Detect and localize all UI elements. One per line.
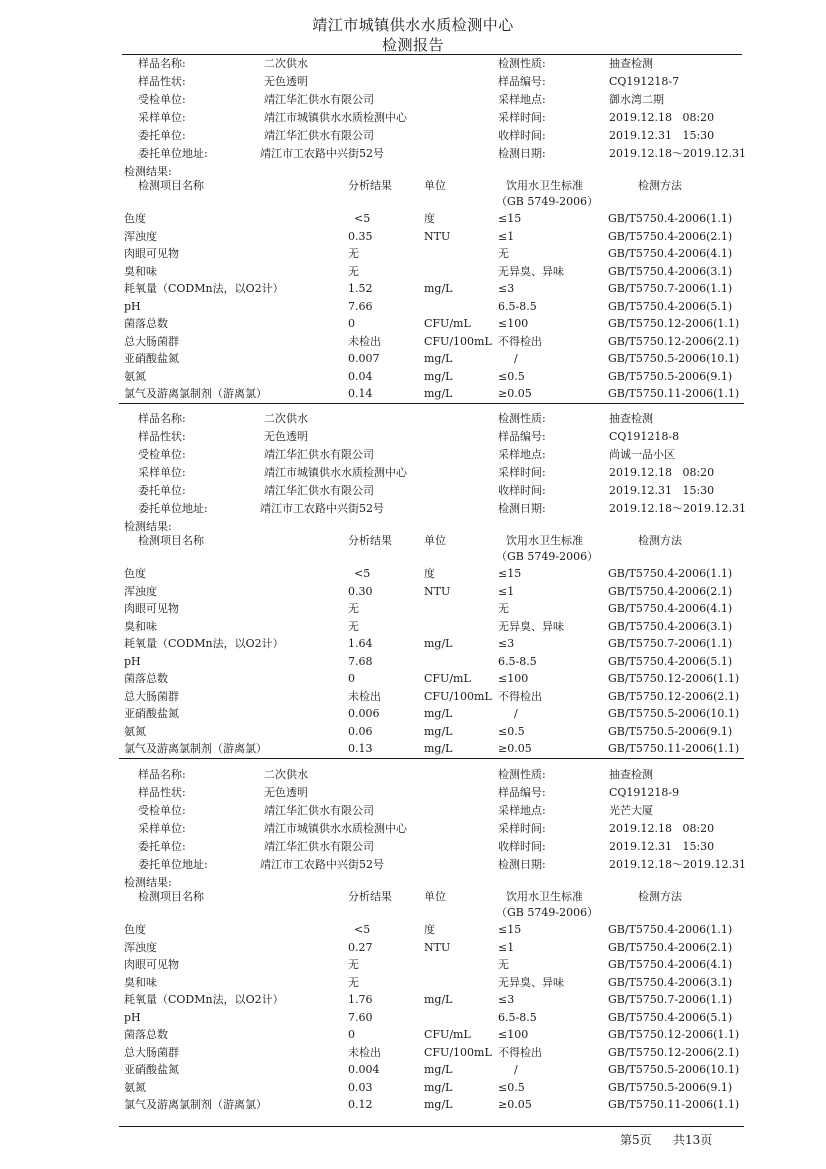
row-item: 氨氮 bbox=[124, 724, 146, 738]
row-standard: ≤1 bbox=[498, 940, 515, 954]
row-unit: CFU/100mL bbox=[424, 334, 492, 348]
row-unit: 度 bbox=[424, 923, 435, 936]
row-standard: 无异臭、异味 bbox=[498, 975, 564, 989]
row-unit: mg/L bbox=[424, 369, 453, 383]
col-header-unit: 单位 bbox=[424, 179, 446, 192]
bottom-rule bbox=[119, 1126, 744, 1127]
sample-name-value: 二次供水 bbox=[264, 57, 308, 70]
row-standard: ≥0.05 bbox=[498, 742, 532, 755]
row-method: GB/T5750.5-2006(9.1) bbox=[608, 724, 733, 738]
label-test-results: 检测结果: bbox=[124, 876, 172, 889]
label-sample-state: 样品性状: bbox=[138, 430, 186, 443]
row-value: 0.13 bbox=[348, 742, 373, 755]
label-inspected-unit: 受检单位: bbox=[138, 448, 186, 461]
row-unit: mg/L bbox=[424, 352, 453, 365]
row-unit: mg/L bbox=[424, 1063, 453, 1076]
row-item: 臭和味 bbox=[124, 975, 157, 989]
test-nature-value: 抽查检测 bbox=[609, 57, 653, 70]
page-number: 第5页 bbox=[620, 1133, 652, 1147]
row-method: GB/T5750.4-2006(5.1) bbox=[608, 299, 733, 313]
page-total: 共13页 bbox=[673, 1133, 713, 1147]
row-value: <5 bbox=[354, 212, 371, 225]
row-value: 0.03 bbox=[348, 1080, 373, 1094]
col-header-method: 检测方法 bbox=[638, 179, 682, 192]
row-value: 0.35 bbox=[348, 229, 373, 243]
label-sampling-location: 采样地点: bbox=[498, 804, 546, 817]
receive-time-value: 2019.12.31 15:30 bbox=[609, 840, 715, 853]
label-sampling-location: 采样地点: bbox=[498, 93, 546, 106]
row-item: 浑浊度 bbox=[124, 229, 157, 243]
row-standard: ≤3 bbox=[498, 282, 515, 295]
row-item: 菌落总数 bbox=[124, 317, 168, 330]
sampling-time-value: 2019.12.18 08:20 bbox=[609, 111, 715, 124]
row-item: 肉眼可见物 bbox=[124, 247, 179, 260]
label-receive-time: 收样时间: bbox=[498, 840, 546, 853]
row-standard: / bbox=[514, 707, 518, 720]
sampling-location-value: 御水湾二期 bbox=[609, 93, 664, 106]
col-header-standard: 饮用水卫生标准 bbox=[506, 534, 583, 547]
row-item: 耗氧量（CODMn法，以O2计） bbox=[124, 637, 284, 650]
client-address-value: 靖江市工农路中兴街52号 bbox=[260, 858, 384, 871]
inspected-unit-value: 靖江华汇供水有限公司 bbox=[264, 448, 374, 461]
sample-number-value: CQ191218-8 bbox=[609, 430, 680, 443]
row-unit: mg/L bbox=[424, 993, 453, 1006]
receive-time-value: 2019.12.31 15:30 bbox=[609, 484, 715, 497]
row-item: 氯气及游离氯制剂（游离氯） bbox=[124, 387, 267, 400]
row-method: GB/T5750.12-2006(1.1) bbox=[608, 317, 740, 330]
row-item: 臭和味 bbox=[124, 264, 157, 278]
row-item: pH bbox=[124, 299, 141, 313]
row-value: 未检出 bbox=[348, 689, 381, 703]
row-item: 氯气及游离氯制剂（游离氯） bbox=[124, 742, 267, 755]
row-value: 无 bbox=[348, 975, 359, 989]
label-sample-state: 样品性状: bbox=[138, 75, 186, 88]
row-method: GB/T5750.4-2006(4.1) bbox=[608, 602, 733, 615]
row-standard: 无异臭、异味 bbox=[498, 619, 564, 633]
row-item: pH bbox=[124, 654, 141, 668]
row-standard: / bbox=[514, 352, 518, 365]
sample-section bbox=[0, 55, 826, 407]
col-header-value: 分析结果 bbox=[348, 890, 392, 903]
sample-section bbox=[0, 766, 826, 1118]
label-client-unit: 委托单位: bbox=[138, 840, 186, 853]
sampling-unit-value: 靖江市城镇供水水质检测中心 bbox=[264, 822, 407, 835]
row-standard: 不得检出 bbox=[498, 1045, 542, 1059]
row-standard: 无 bbox=[498, 247, 509, 260]
row-item: pH bbox=[124, 1010, 141, 1024]
row-standard: ≤0.5 bbox=[498, 369, 525, 383]
row-method: GB/T5750.4-2006(4.1) bbox=[608, 958, 733, 971]
row-standard: ≥0.05 bbox=[498, 387, 532, 400]
client-address-value: 靖江市工农路中兴街52号 bbox=[260, 502, 384, 515]
sample-name-value: 二次供水 bbox=[264, 768, 308, 781]
sample-state-value: 无色透明 bbox=[264, 75, 308, 88]
row-unit: CFU/100mL bbox=[424, 1045, 492, 1059]
row-standard: 6.5-8.5 bbox=[498, 1010, 537, 1024]
row-item: 色度 bbox=[124, 923, 146, 936]
row-item: 色度 bbox=[124, 212, 146, 225]
row-method: GB/T5750.12-2006(1.1) bbox=[608, 672, 740, 685]
row-value: 1.64 bbox=[348, 637, 373, 650]
client-unit-value: 靖江华汇供水有限公司 bbox=[264, 484, 374, 497]
report-title: 检测报告 bbox=[381, 36, 444, 54]
label-client-address: 委托单位地址: bbox=[138, 147, 208, 160]
sample-number-value: CQ191218-9 bbox=[609, 786, 680, 799]
row-standard: 无 bbox=[498, 602, 509, 615]
label-sampling-time: 采样时间: bbox=[498, 822, 546, 835]
row-item: 臭和味 bbox=[124, 619, 157, 633]
row-unit: mg/L bbox=[424, 707, 453, 720]
row-value: 无 bbox=[348, 958, 359, 971]
row-item: 菌落总数 bbox=[124, 1028, 168, 1041]
row-method: GB/T5750.4-2006(3.1) bbox=[608, 975, 733, 989]
row-value: 0 bbox=[348, 1028, 355, 1041]
row-standard: ≤100 bbox=[498, 672, 529, 685]
label-sampling-time: 采样时间: bbox=[498, 111, 546, 124]
row-value: 7.66 bbox=[348, 299, 373, 313]
row-method: GB/T5750.4-2006(5.1) bbox=[608, 1010, 733, 1024]
row-value: 0.30 bbox=[348, 584, 373, 598]
row-standard: 不得检出 bbox=[498, 334, 542, 348]
col-header-item: 检测项目名称 bbox=[138, 890, 204, 903]
row-item: 亚硝酸盐氮 bbox=[124, 352, 179, 365]
row-method: GB/T5750.5-2006(9.1) bbox=[608, 1080, 733, 1094]
row-item: 浑浊度 bbox=[124, 940, 157, 954]
label-client-address: 委托单位地址: bbox=[138, 858, 208, 871]
row-value: 1.52 bbox=[348, 282, 373, 295]
row-value: 无 bbox=[348, 602, 359, 615]
row-item: 亚硝酸盐氮 bbox=[124, 1063, 179, 1076]
col-header-standard-code: （GB 5749-2006） bbox=[496, 906, 599, 919]
label-sample-name: 样品名称: bbox=[138, 412, 186, 425]
row-unit: mg/L bbox=[424, 282, 453, 295]
row-value: 0.006 bbox=[348, 707, 380, 720]
client-address-value: 靖江市工农路中兴街52号 bbox=[260, 147, 384, 160]
row-item: 色度 bbox=[124, 567, 146, 580]
row-item: 菌落总数 bbox=[124, 672, 168, 685]
row-value: 无 bbox=[348, 619, 359, 633]
col-header-method: 检测方法 bbox=[638, 890, 682, 903]
label-sampling-time: 采样时间: bbox=[498, 466, 546, 479]
label-sampling-unit: 采样单位: bbox=[138, 466, 186, 479]
label-sampling-location: 采样地点: bbox=[498, 448, 546, 461]
row-method: GB/T5750.4-2006(2.1) bbox=[608, 940, 733, 954]
row-standard: ≤15 bbox=[498, 567, 522, 580]
row-value: 7.60 bbox=[348, 1010, 373, 1024]
label-sample-number: 样品编号: bbox=[498, 75, 546, 88]
inspected-unit-value: 靖江华汇供水有限公司 bbox=[264, 804, 374, 817]
row-method: GB/T5750.7-2006(1.1) bbox=[608, 993, 733, 1006]
row-standard: ≤15 bbox=[498, 212, 522, 225]
row-method: GB/T5750.5-2006(10.1) bbox=[608, 352, 740, 365]
client-unit-value: 靖江华汇供水有限公司 bbox=[264, 129, 374, 142]
sample-name-value: 二次供水 bbox=[264, 412, 308, 425]
sample-number-value: CQ191218-7 bbox=[609, 75, 680, 88]
row-method: GB/T5750.4-2006(3.1) bbox=[608, 264, 733, 278]
sample-section bbox=[0, 410, 826, 762]
row-value: 0.004 bbox=[348, 1063, 380, 1076]
row-unit: mg/L bbox=[424, 637, 453, 650]
label-test-results: 检测结果: bbox=[124, 520, 172, 533]
col-header-value: 分析结果 bbox=[348, 534, 392, 547]
row-standard: ≥0.05 bbox=[498, 1098, 532, 1111]
row-method: GB/T5750.4-2006(3.1) bbox=[608, 619, 733, 633]
row-method: GB/T5750.5-2006(10.1) bbox=[608, 1063, 740, 1076]
row-method: GB/T5750.11-2006(1.1) bbox=[608, 742, 740, 755]
row-value: 0.007 bbox=[348, 352, 380, 365]
row-standard: ≤100 bbox=[498, 317, 529, 330]
row-item: 总大肠菌群 bbox=[124, 689, 179, 703]
row-unit: mg/L bbox=[424, 1080, 453, 1094]
test-date-value: 2019.12.18～2019.12.31 bbox=[609, 858, 746, 871]
label-test-nature: 检测性质: bbox=[498, 57, 546, 70]
col-header-method: 检测方法 bbox=[638, 534, 682, 547]
label-client-address: 委托单位地址: bbox=[138, 502, 208, 515]
row-value: 无 bbox=[348, 264, 359, 278]
label-test-date: 检测日期: bbox=[498, 858, 546, 871]
row-value: 0.14 bbox=[348, 387, 373, 400]
client-unit-value: 靖江华汇供水有限公司 bbox=[264, 840, 374, 853]
label-test-nature: 检测性质: bbox=[498, 768, 546, 781]
row-method: GB/T5750.4-2006(1.1) bbox=[608, 567, 733, 580]
report-org-title: 靖江市城镇供水水质检测中心 bbox=[312, 16, 514, 34]
row-value: 0.27 bbox=[348, 940, 373, 954]
label-receive-time: 收样时间: bbox=[498, 484, 546, 497]
row-method: GB/T5750.5-2006(10.1) bbox=[608, 707, 740, 720]
sampling-unit-value: 靖江市城镇供水水质检测中心 bbox=[264, 466, 407, 479]
row-method: GB/T5750.4-2006(4.1) bbox=[608, 247, 733, 260]
row-unit: 度 bbox=[424, 212, 435, 225]
sample-state-value: 无色透明 bbox=[264, 430, 308, 443]
label-test-date: 检测日期: bbox=[498, 147, 546, 160]
col-header-standard: 饮用水卫生标准 bbox=[506, 179, 583, 192]
col-header-value: 分析结果 bbox=[348, 179, 392, 192]
label-sampling-unit: 采样单位: bbox=[138, 111, 186, 124]
col-header-standard-code: （GB 5749-2006） bbox=[496, 195, 599, 208]
row-method: GB/T5750.7-2006(1.1) bbox=[608, 637, 733, 650]
col-header-unit: 单位 bbox=[424, 534, 446, 547]
row-item: 浑浊度 bbox=[124, 584, 157, 598]
row-value: 0.12 bbox=[348, 1098, 373, 1111]
row-unit: mg/L bbox=[424, 1098, 453, 1111]
col-header-item: 检测项目名称 bbox=[138, 534, 204, 547]
row-standard: ≤0.5 bbox=[498, 724, 525, 738]
label-inspected-unit: 受检单位: bbox=[138, 804, 186, 817]
row-unit: NTU bbox=[424, 584, 451, 598]
row-unit: CFU/mL bbox=[424, 1028, 471, 1041]
row-unit: 度 bbox=[424, 567, 435, 580]
row-value: 1.76 bbox=[348, 993, 373, 1006]
row-method: GB/T5750.4-2006(1.1) bbox=[608, 923, 733, 936]
row-standard: 6.5-8.5 bbox=[498, 654, 537, 668]
row-method: GB/T5750.11-2006(1.1) bbox=[608, 1098, 740, 1111]
row-method: GB/T5750.12-2006(2.1) bbox=[608, 1045, 740, 1059]
row-value: 0.04 bbox=[348, 369, 373, 383]
row-standard: ≤3 bbox=[498, 637, 515, 650]
sampling-time-value: 2019.12.18 08:20 bbox=[609, 822, 715, 835]
row-unit: mg/L bbox=[424, 742, 453, 755]
row-unit: mg/L bbox=[424, 724, 453, 738]
row-standard: 6.5-8.5 bbox=[498, 299, 537, 313]
row-method: GB/T5750.7-2006(1.1) bbox=[608, 282, 733, 295]
row-item: 耗氧量（CODMn法，以O2计） bbox=[124, 282, 284, 295]
col-header-unit: 单位 bbox=[424, 890, 446, 903]
label-sample-number: 样品编号: bbox=[498, 430, 546, 443]
row-value: <5 bbox=[354, 567, 371, 580]
row-standard: 无异臭、异味 bbox=[498, 264, 564, 278]
col-header-item: 检测项目名称 bbox=[138, 179, 204, 192]
row-method: GB/T5750.12-2006(1.1) bbox=[608, 1028, 740, 1041]
row-item: 肉眼可见物 bbox=[124, 602, 179, 615]
label-test-results: 检测结果: bbox=[124, 165, 172, 178]
row-item: 总大肠菌群 bbox=[124, 1045, 179, 1059]
row-item: 肉眼可见物 bbox=[124, 958, 179, 971]
test-date-value: 2019.12.18～2019.12.31 bbox=[609, 147, 746, 160]
label-sample-name: 样品名称: bbox=[138, 768, 186, 781]
row-method: GB/T5750.11-2006(1.1) bbox=[608, 387, 740, 400]
row-standard: 无 bbox=[498, 958, 509, 971]
row-method: GB/T5750.12-2006(2.1) bbox=[608, 689, 740, 703]
sampling-location-value: 尚诚一品小区 bbox=[609, 448, 675, 461]
row-value: <5 bbox=[354, 923, 371, 936]
sampling-unit-value: 靖江市城镇供水水质检测中心 bbox=[264, 111, 407, 124]
row-standard: ≤3 bbox=[498, 993, 515, 1006]
sample-state-value: 无色透明 bbox=[264, 786, 308, 799]
label-sample-number: 样品编号: bbox=[498, 786, 546, 799]
row-item: 总大肠菌群 bbox=[124, 334, 179, 348]
label-receive-time: 收样时间: bbox=[498, 129, 546, 142]
row-item: 亚硝酸盐氮 bbox=[124, 707, 179, 720]
col-header-standard-code: （GB 5749-2006） bbox=[496, 550, 599, 563]
row-standard: / bbox=[514, 1063, 518, 1076]
row-unit: CFU/mL bbox=[424, 672, 471, 685]
test-date-value: 2019.12.18～2019.12.31 bbox=[609, 502, 746, 515]
row-value: 0 bbox=[348, 317, 355, 330]
row-item: 氯气及游离氯制剂（游离氯） bbox=[124, 1098, 267, 1111]
row-value: 7.68 bbox=[348, 654, 373, 668]
row-method: GB/T5750.4-2006(2.1) bbox=[608, 584, 733, 598]
sampling-time-value: 2019.12.18 08:20 bbox=[609, 466, 715, 479]
label-test-nature: 检测性质: bbox=[498, 412, 546, 425]
label-sample-name: 样品名称: bbox=[138, 57, 186, 70]
row-value: 0 bbox=[348, 672, 355, 685]
sampling-location-value: 光芒大厦 bbox=[609, 804, 653, 817]
row-standard: ≤1 bbox=[498, 584, 515, 598]
row-unit: CFU/100mL bbox=[424, 689, 492, 703]
row-method: GB/T5750.4-2006(1.1) bbox=[608, 212, 733, 225]
row-method: GB/T5750.4-2006(5.1) bbox=[608, 654, 733, 668]
inspected-unit-value: 靖江华汇供水有限公司 bbox=[264, 93, 374, 106]
row-item: 氨氮 bbox=[124, 369, 146, 383]
row-method: GB/T5750.12-2006(2.1) bbox=[608, 334, 740, 348]
row-unit: NTU bbox=[424, 940, 451, 954]
row-method: GB/T5750.5-2006(9.1) bbox=[608, 369, 733, 383]
row-method: GB/T5750.4-2006(2.1) bbox=[608, 229, 733, 243]
row-value: 未检出 bbox=[348, 334, 381, 348]
row-value: 未检出 bbox=[348, 1045, 381, 1059]
label-client-unit: 委托单位: bbox=[138, 129, 186, 142]
test-nature-value: 抽查检测 bbox=[609, 768, 653, 781]
row-unit: mg/L bbox=[424, 387, 453, 400]
label-sample-state: 样品性状: bbox=[138, 786, 186, 799]
row-item: 氨氮 bbox=[124, 1080, 146, 1094]
row-item: 耗氧量（CODMn法，以O2计） bbox=[124, 993, 284, 1006]
label-sampling-unit: 采样单位: bbox=[138, 822, 186, 835]
label-client-unit: 委托单位: bbox=[138, 484, 186, 497]
row-unit: NTU bbox=[424, 229, 451, 243]
row-standard: ≤100 bbox=[498, 1028, 529, 1041]
row-value: 0.06 bbox=[348, 724, 373, 738]
row-standard: ≤0.5 bbox=[498, 1080, 525, 1094]
label-inspected-unit: 受检单位: bbox=[138, 93, 186, 106]
row-unit: CFU/mL bbox=[424, 317, 471, 330]
row-value: 无 bbox=[348, 247, 359, 260]
row-standard: 不得检出 bbox=[498, 689, 542, 703]
row-standard: ≤15 bbox=[498, 923, 522, 936]
receive-time-value: 2019.12.31 15:30 bbox=[609, 129, 715, 142]
col-header-standard: 饮用水卫生标准 bbox=[506, 890, 583, 903]
label-test-date: 检测日期: bbox=[498, 502, 546, 515]
test-nature-value: 抽查检测 bbox=[609, 412, 653, 425]
row-standard: ≤1 bbox=[498, 229, 515, 243]
